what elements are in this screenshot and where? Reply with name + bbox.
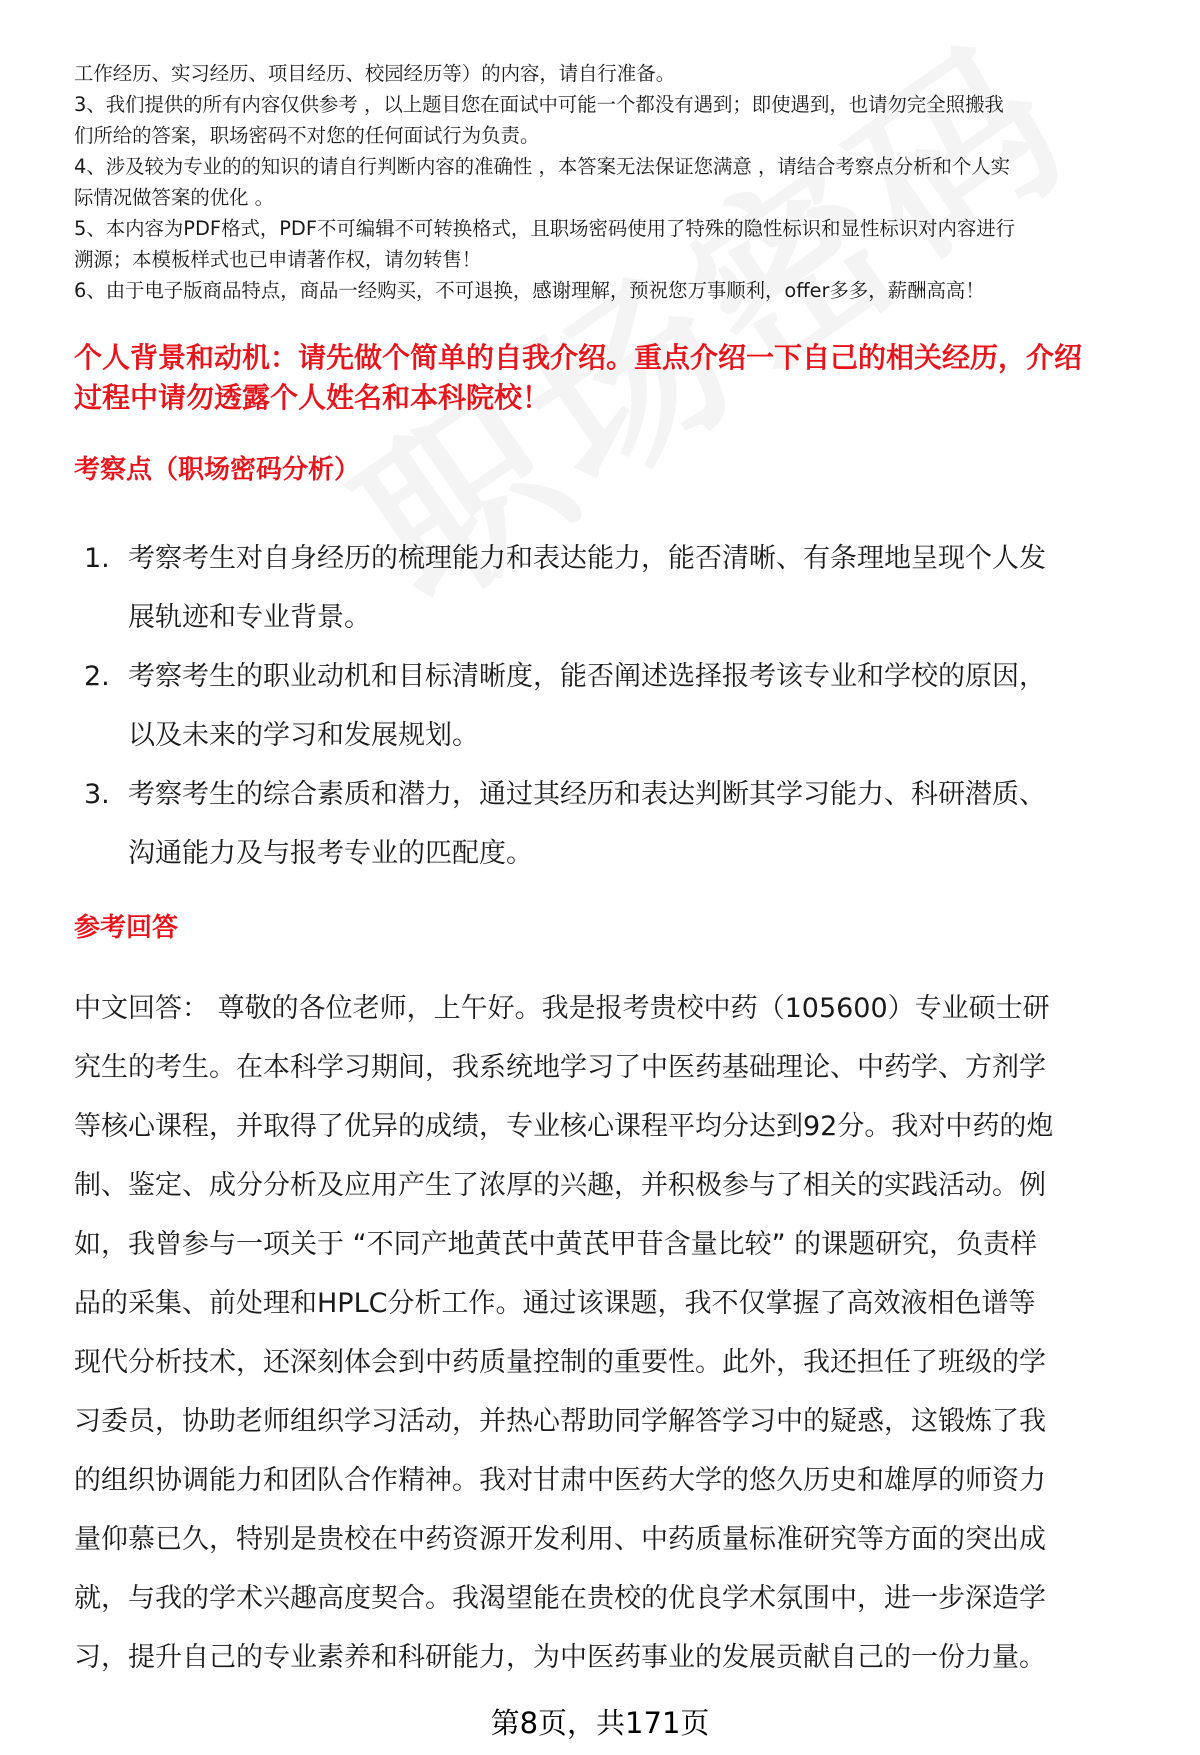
- question-title-continued: 过程中请勿透露个人姓名和本科院校！: [74, 381, 551, 414]
- note-line: 4、涉及较为专业的的知识的请自行判断内容的准确性 ，本答案无法保证您满意 ，请结合考察点分析和个人实: [74, 155, 1011, 178]
- answer-line: 如，我曾参与一项关于 “不同产地黄芪中黄芪甲苷含量比较” 的课题研究，负责样: [74, 1229, 1038, 1260]
- notes-section: [74, 58, 1154, 306]
- answer-line: 量仰慕已久，特别是贵校在中药资源开发利用、中药质量标准研究等方面的突出成: [74, 1524, 1046, 1555]
- point-text: 以及未来的学习和发展规划。: [128, 720, 479, 751]
- note-line: 6、由于电子版商品特点，商品一经购买，不可退换，感谢理解，预祝您万事顺利，offer多多，薪酬高高！: [74, 279, 985, 302]
- answer-line: 习，提升自己的专业素养和科研能力，为中医药事业的发展贡献自己的一份力量。: [74, 1642, 1046, 1673]
- answer-heading: 参考回答: [74, 913, 179, 943]
- answer-body: [74, 979, 1164, 1687]
- note-line: 3、我们提供的所有内容仅供参考 ，以上题目您在面试中可能一个都没有遇到；即使遇到，也请勿完全照搬我: [74, 93, 1004, 116]
- list-number: 3.: [84, 779, 110, 810]
- page-number: 第8页，共171页: [490, 1706, 710, 1740]
- answer-line: 习委员，协助老师组织学习活动，并热心帮助同学解答学习中的疑惑，这锻炼了我: [74, 1406, 1046, 1437]
- note-line: 工作经历、实习经历、项目经历、校园经历等）的内容，请自行准备。: [74, 62, 676, 85]
- question-title: 个人背景和动机：请先做个简单的自我介绍。重点介绍一下自己的相关经历，介绍: [74, 341, 1083, 374]
- assessment-points-list: [84, 529, 1164, 883]
- point-text: 考察考生对自身经历的梳理能力和表达能力，能否清晰、有条理地呈现个人发: [128, 543, 1046, 574]
- point-text: 考察考生的职业动机和目标清晰度，能否阐述选择报考该专业和学校的原因，: [128, 661, 1046, 692]
- point-text: 沟通能力及与报考专业的匹配度。: [128, 838, 533, 869]
- answer-line: 中文回答： 尊敬的各位老师，上午好。我是报考贵校中药（105600）专业硕士研: [74, 993, 1050, 1024]
- answer-line: 品的采集、前处理和HPLC分析工作。通过该课题，我不仅掌握了高效液相色谱等: [74, 1288, 1036, 1319]
- note-line: 际情况做答案的优化 。: [74, 186, 275, 209]
- point-text: 展轨迹和专业背景。: [128, 602, 371, 633]
- note-line: 溯源；本模板样式也已申请著作权，请勿转售！: [74, 248, 482, 271]
- answer-line: 就，与我的学术兴趣高度契合。我渴望能在贵校的优良学术氛围中，进一步深造学: [74, 1583, 1046, 1614]
- point-text: 考察考生的综合素质和潜力，通过其经历和表达判断其学习能力、科研潜质、: [128, 779, 1046, 810]
- list-item: [84, 529, 1164, 647]
- points-heading: 考察点（职场密码分析）: [74, 455, 361, 485]
- answer-line: 的组织协调能力和团队合作精神。我对甘肃中医药大学的悠久历史和雄厚的师资力: [74, 1465, 1046, 1496]
- note-line: 们所给的答案，职场密码不对您的任何面试行为负责。: [74, 124, 540, 147]
- list-number: 2.: [84, 661, 110, 692]
- answer-line: 现代分析技术，还深刻体会到中药质量控制的重要性。此外，我还担任了班级的学: [74, 1347, 1046, 1378]
- list-number: 1.: [84, 543, 110, 574]
- note-line: 5、本内容为PDF格式，PDF不可编辑不可转换格式，且职场密码使用了特殊的隐性标识和显性标识对内容进行: [74, 217, 1016, 240]
- answer-line: 等核心课程，并取得了优异的成绩，专业核心课程平均分达到92分。我对中药的炮: [74, 1111, 1054, 1142]
- answer-line: 制、鉴定、成分分析及应用产生了浓厚的兴趣，并积极参与了相关的实践活动。例: [74, 1170, 1046, 1201]
- list-item: [84, 647, 1164, 765]
- answer-line: 究生的考生。在本科学习期间，我系统地学习了中医药基础理论、中药学、方剂学: [74, 1052, 1046, 1083]
- list-item: [84, 765, 1164, 883]
